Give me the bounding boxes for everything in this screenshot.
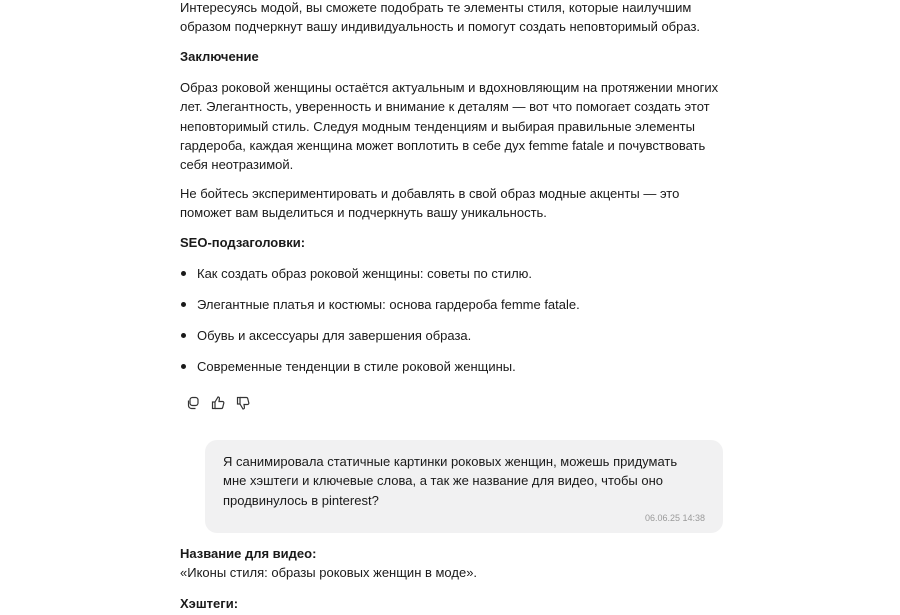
copy-icon[interactable] xyxy=(185,395,201,411)
video-title-value: «Иконы стиля: образы роковых женщин в моде». xyxy=(180,565,478,580)
video-title-heading: Название для видео: xyxy=(180,546,317,561)
seo-heading: SEO-подзаголовки: xyxy=(180,235,306,250)
user-message-text: Я санимировала статичные картинки роковых женщин, можешь придумать мне хэштеги и ключевые слова, а так же название для видео, чтобы оно продвинулось в pinterest? xyxy=(223,454,678,508)
message-timestamp: 06.06.25 14:38 xyxy=(644,513,705,523)
conclusion-paragraph-1: Образ роковой женщины остаётся актуальным и вдохновляющим на протяжении многих лет. Элегантность, уверенность и внимание к деталям — вот что помогает создать этот неповторимый стиль. Следуя модным тенденциям и выбирая правильные элементы гардероба, каждая женщина может воплотить в себе дух femme fatale и почувствовать себя неотразимой. xyxy=(180,80,719,173)
conclusion-heading: Заключение xyxy=(180,49,259,64)
seo-list xyxy=(180,264,740,388)
list-item: Элегантные платья и костюмы: основа гардероба femme fatale. xyxy=(180,295,740,326)
list-item: Как создать образ роковой женщины: советы по стилю. xyxy=(180,264,740,295)
message-actions xyxy=(185,395,251,411)
intro-paragraph: Интересуясь модой, вы сможете подобрать те элементы стиля, которые наилучшим образом подчеркнут вашу индивидуальность и помогут создать неповторимый образ. xyxy=(180,0,701,35)
list-item: Обувь и аксессуары для завершения образа. xyxy=(180,326,740,357)
hashtags-heading: Хэштеги: xyxy=(180,596,239,611)
thumbs-up-icon[interactable] xyxy=(210,395,226,411)
thumbs-down-icon[interactable] xyxy=(235,395,251,411)
user-message-bubble xyxy=(205,440,723,533)
list-item: Современные тенденции в стиле роковой женщины. xyxy=(180,357,740,388)
conclusion-paragraph-2: Не бойтесь экспериментировать и добавлять в свой образ модные акценты — это поможет вам выделиться и подчеркнуть вашу уникальность. xyxy=(180,186,680,221)
